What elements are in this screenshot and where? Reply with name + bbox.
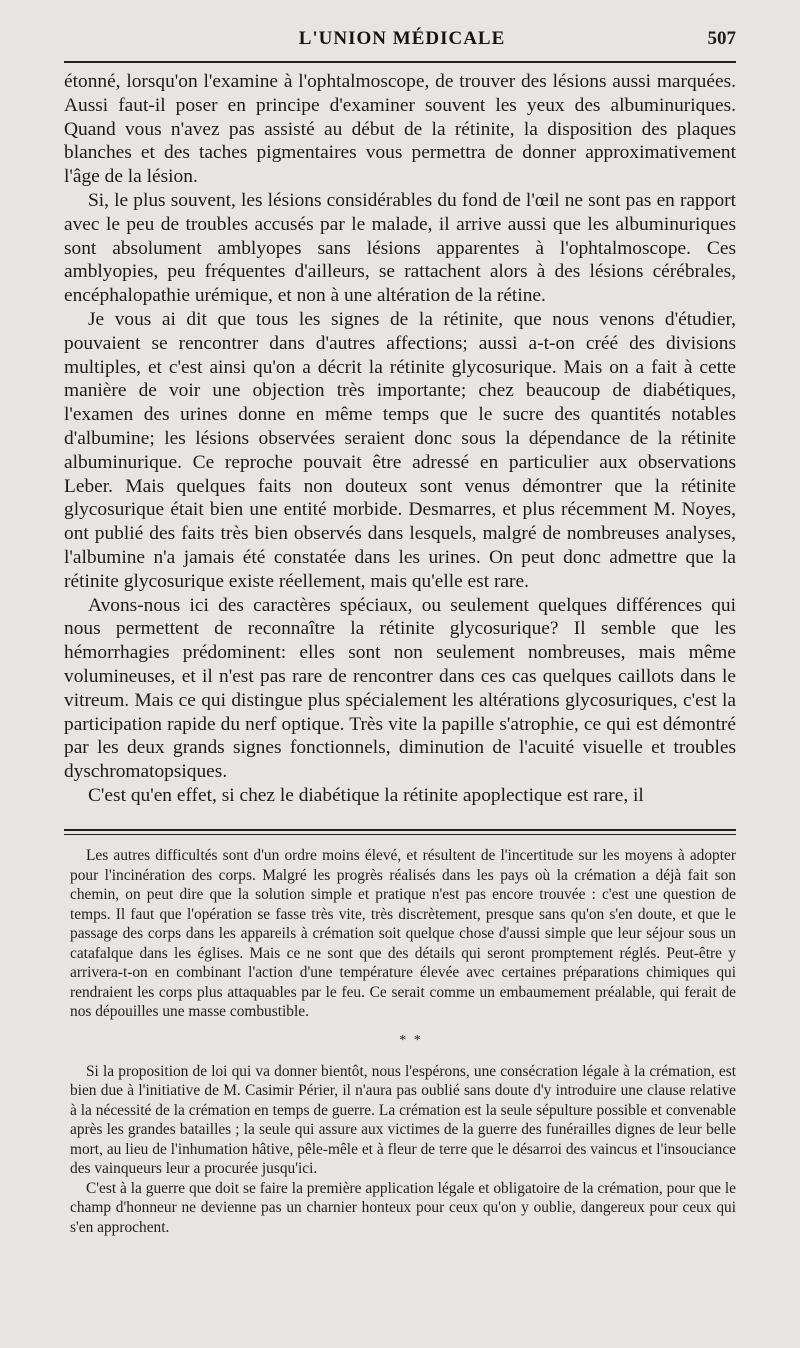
main-paragraph: étonné, lorsqu'on l'examine à l'ophtalmoscope, de trouver des lésions aussi marquées. Aussi faut-il poser en principe d'examiner souvent les yeux des albuminuriques. Quand vous n'avez pas assisté au début de la rétinite, la disposition des plaques blanches et des taches pigmentaires vous permettra de donner approximativement l'âge de la lésion.	[64, 71, 736, 188]
header-rule	[64, 61, 736, 63]
main-text	[64, 70, 736, 808]
lower-paragraph: Si la proposition de loi qui va donner bientôt, nous l'espérons, une consécration légale à la crémation, est bien due à l'initiative de M. Casimir Périer, il n'aura pas oublié sans doute d'y introduire une clause relative à la nécessité de la crémation en temps de guerre. La crémation est la seule sépulture possible et convenable après les grandes batailles ; la seule qui assure aux victimes de la guerre des funérailles dignes de leur belle mort, au lieu de l'inhumation hâtive, pêle-mêle et à fleur de terre que le désarroi des vaincus et l'insouciance des vainqueurs leur a procurée jusqu'ici.	[70, 1062, 736, 1177]
main-paragraph: Avons-nous ici des caractères spéciaux, ou seulement quelques différences qui nous permettent de reconnaître la rétinite glycosurique? Il semble que les hémorrhagies prédominent: elles sont non seulement nombreuses, mais même volumineuses, et il n'est pas rare de rencontrer dans ces cas quelques caillots dans le vitreum. Mais ce qui distingue plus spécialement les altérations glycosuriques, c'est la participation rapide du nerf optique. Très vite la papille s'atrophie, ce qui est démontré par les deux grands signes fonctionnels, diminution de l'acuité visuelle et troubles dyschromatopsiques.	[64, 594, 736, 783]
section-divider-thick	[64, 829, 736, 831]
lower-paragraph: Les autres difficultés sont d'un ordre moins élevé, et résultent de l'incertitude sur les moyens à adopter pour l'incinération des corps. Malgré les progrès réalisés dans les pays où la crémation a déjà fait son chemin, on peut dire que la solution simple et pratique n'est pas encore trouvée : c'est une question de temps. Il faut que l'opération se fasse très vite, très discrètement, presque sans qu'on s'en doute, et que le passage des corps dans les appareils à crémation soit quelque chose d'aussi simple que leur séjour sous un catafalque dans les églises. Mais ce ne sont que des détails qui seront promptement réglés. Peut-être y arrivera-t-on en combinant l'action d'une température élevée avec certaines préparations chimiques qui rendraient les corps plus attaquables par le feu. Ce serait comme un embaumement préalable, qui ferait de nos dépouilles une masse combustible.	[70, 847, 736, 1020]
page-number: 507	[707, 28, 736, 49]
page-header	[64, 28, 740, 56]
running-title: L'UNION MÉDICALE	[298, 28, 506, 49]
main-paragraph: Je vous ai dit que tous les signes de la rétinite, que nous venons d'étudier, pouvaient se rencontrer dans d'autres affections; aussi a-t-on créé des divisions multiples, et c'est ainsi qu'on a décrit la rétinite glycosurique. Mais on a fait à cette manière de voir une objection très importante; chez beaucoup de diabétiques, l'examen des urines donne en même temps que le sucre des quantités notables d'albumine; les lésions observées seraient donc sous la dépendance de la rétinite albuminurique. Ce reproche pouvait être adressé en particulier aux observations Leber. Mais quelques faits non douteux sont venus démontrer que la rétinite glycosurique était bien une entité morbide. Desmarres, et plus récemment M. Noyes, ont publié des faits très bien observés dans lesquels, malgré de nombreuses analyses, l'albumine n'a jamais été constatée dans les urines. On peut donc admettre que la rétinite glycosurique existe réellement, mais qu'elle est rare.	[64, 308, 736, 592]
main-paragraph: C'est qu'en effet, si chez le diabétique la rétinite apoplectique est rare, il	[88, 784, 644, 806]
asterism-separator: * *	[399, 1032, 423, 1048]
lower-section	[70, 846, 736, 1237]
section-divider-thin	[64, 834, 736, 835]
main-paragraph: Si, le plus souvent, les lésions considérables du fond de l'œil ne sont pas en rapport avec le peu de troubles accusés par le malade, il arrive aussi que les albuminuriques sont absolument amblyopes sans lésions apparentes à l'ophtalmoscope. Ces amblyopies, peu fréquentes d'ailleurs, se rattachent alors à des lésions cérébrales, encéphalopathie urémique, et non à une altération de la rétine.	[64, 189, 736, 307]
lower-paragraph: C'est à la guerre que doit se faire la première application légale et obligatoire de la crémation, pour que le champ d'honneur ne devienne pas un charnier honteux pour ceux qu'on y oublie, dangereux pour ceux qui s'en approchent.	[70, 1179, 736, 1236]
